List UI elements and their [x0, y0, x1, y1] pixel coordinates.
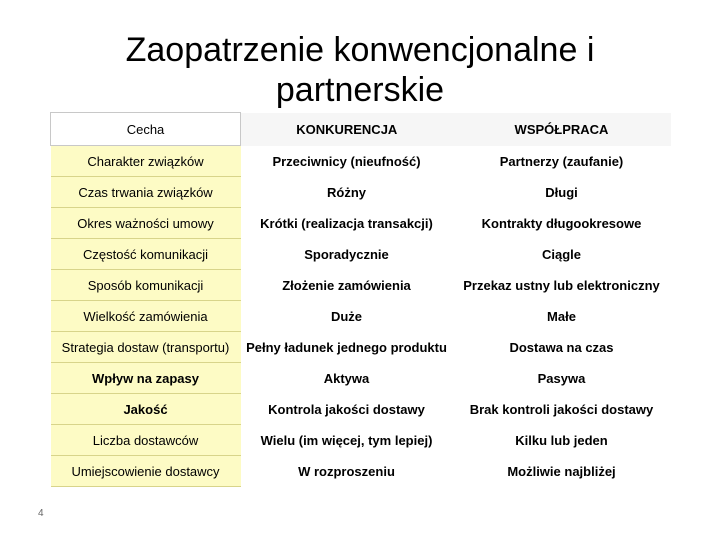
competition-cell: Przeciwnicy (nieufność)	[272, 153, 421, 169]
competition-cell: Złożenie zamówienia	[282, 277, 411, 293]
competition-cell: Duże	[330, 308, 363, 324]
feature-cell: Jakość	[51, 394, 241, 425]
competition-cell: Pełny ładunek jednego produktu	[246, 339, 447, 355]
feature-cell: Strategia dostaw (transportu)	[51, 332, 241, 363]
header-konkurencja: KONKURENCJA	[241, 113, 453, 146]
table-row	[51, 394, 671, 425]
table-row	[51, 332, 671, 363]
competition-cell: W rozproszeniu	[298, 463, 395, 479]
cooperation-cell: Długi	[545, 184, 578, 200]
cooperation-cell: Przekaz ustny lub elektroniczny	[463, 277, 660, 293]
header-wspolpraca: WSPÓŁPRACA	[453, 113, 671, 146]
cooperation-cell: Kilku lub jeden	[515, 432, 608, 448]
cooperation-cell: Pasywa	[537, 370, 586, 386]
slide-title-line-2: partnerskie	[275, 71, 445, 109]
cooperation-cell: Ciągle	[541, 246, 581, 262]
feature-cell: Wielkość zamówienia	[51, 301, 241, 332]
table-header-row	[51, 113, 671, 146]
cooperation-cell: Brak kontroli jakości dostawy	[469, 401, 654, 417]
competition-cell: Różny	[327, 184, 366, 200]
cooperation-cell: Możliwie najbliżej	[507, 463, 616, 479]
feature-cell: Liczba dostawców	[51, 425, 241, 456]
table-row	[51, 363, 671, 394]
page-number: 4	[38, 508, 44, 519]
header-cecha: Cecha	[51, 113, 241, 146]
cooperation-cell: Dostawa na czas	[509, 339, 614, 355]
feature-cell: Okres ważności umowy	[51, 208, 241, 239]
feature-cell: Charakter związków	[51, 146, 241, 177]
comparison-table	[50, 112, 671, 487]
slide-title	[60, 30, 660, 110]
table-row	[51, 239, 671, 270]
table-row	[51, 456, 671, 487]
feature-cell: Częstość komunikacji	[51, 239, 241, 270]
table-row	[51, 301, 671, 332]
competition-cell: Sporadycznie	[304, 246, 389, 262]
table-row	[51, 208, 671, 239]
feature-cell: Sposób komunikacji	[51, 270, 241, 301]
competition-cell: Krótki (realizacja transakcji)	[260, 215, 433, 231]
feature-cell: Umiejscowienie dostawcy	[51, 456, 241, 487]
competition-cell: Wielu (im więcej, tym lepiej)	[260, 432, 433, 448]
table-row	[51, 425, 671, 456]
table-row	[51, 177, 671, 208]
competition-cell: Kontrola jakości dostawy	[268, 401, 425, 417]
cooperation-cell: Partnerzy (zaufanie)	[499, 153, 624, 169]
table-row	[51, 146, 671, 177]
slide-title-line-1: Zaopatrzenie konwencjonalne i	[125, 31, 595, 69]
feature-cell: Wpływ na zapasy	[51, 363, 241, 394]
cooperation-cell: Małe	[547, 308, 576, 324]
cooperation-cell: Kontrakty długookresowe	[481, 215, 642, 231]
feature-cell: Czas trwania związków	[51, 177, 241, 208]
competition-cell: Aktywa	[323, 370, 370, 386]
table-row	[51, 270, 671, 301]
